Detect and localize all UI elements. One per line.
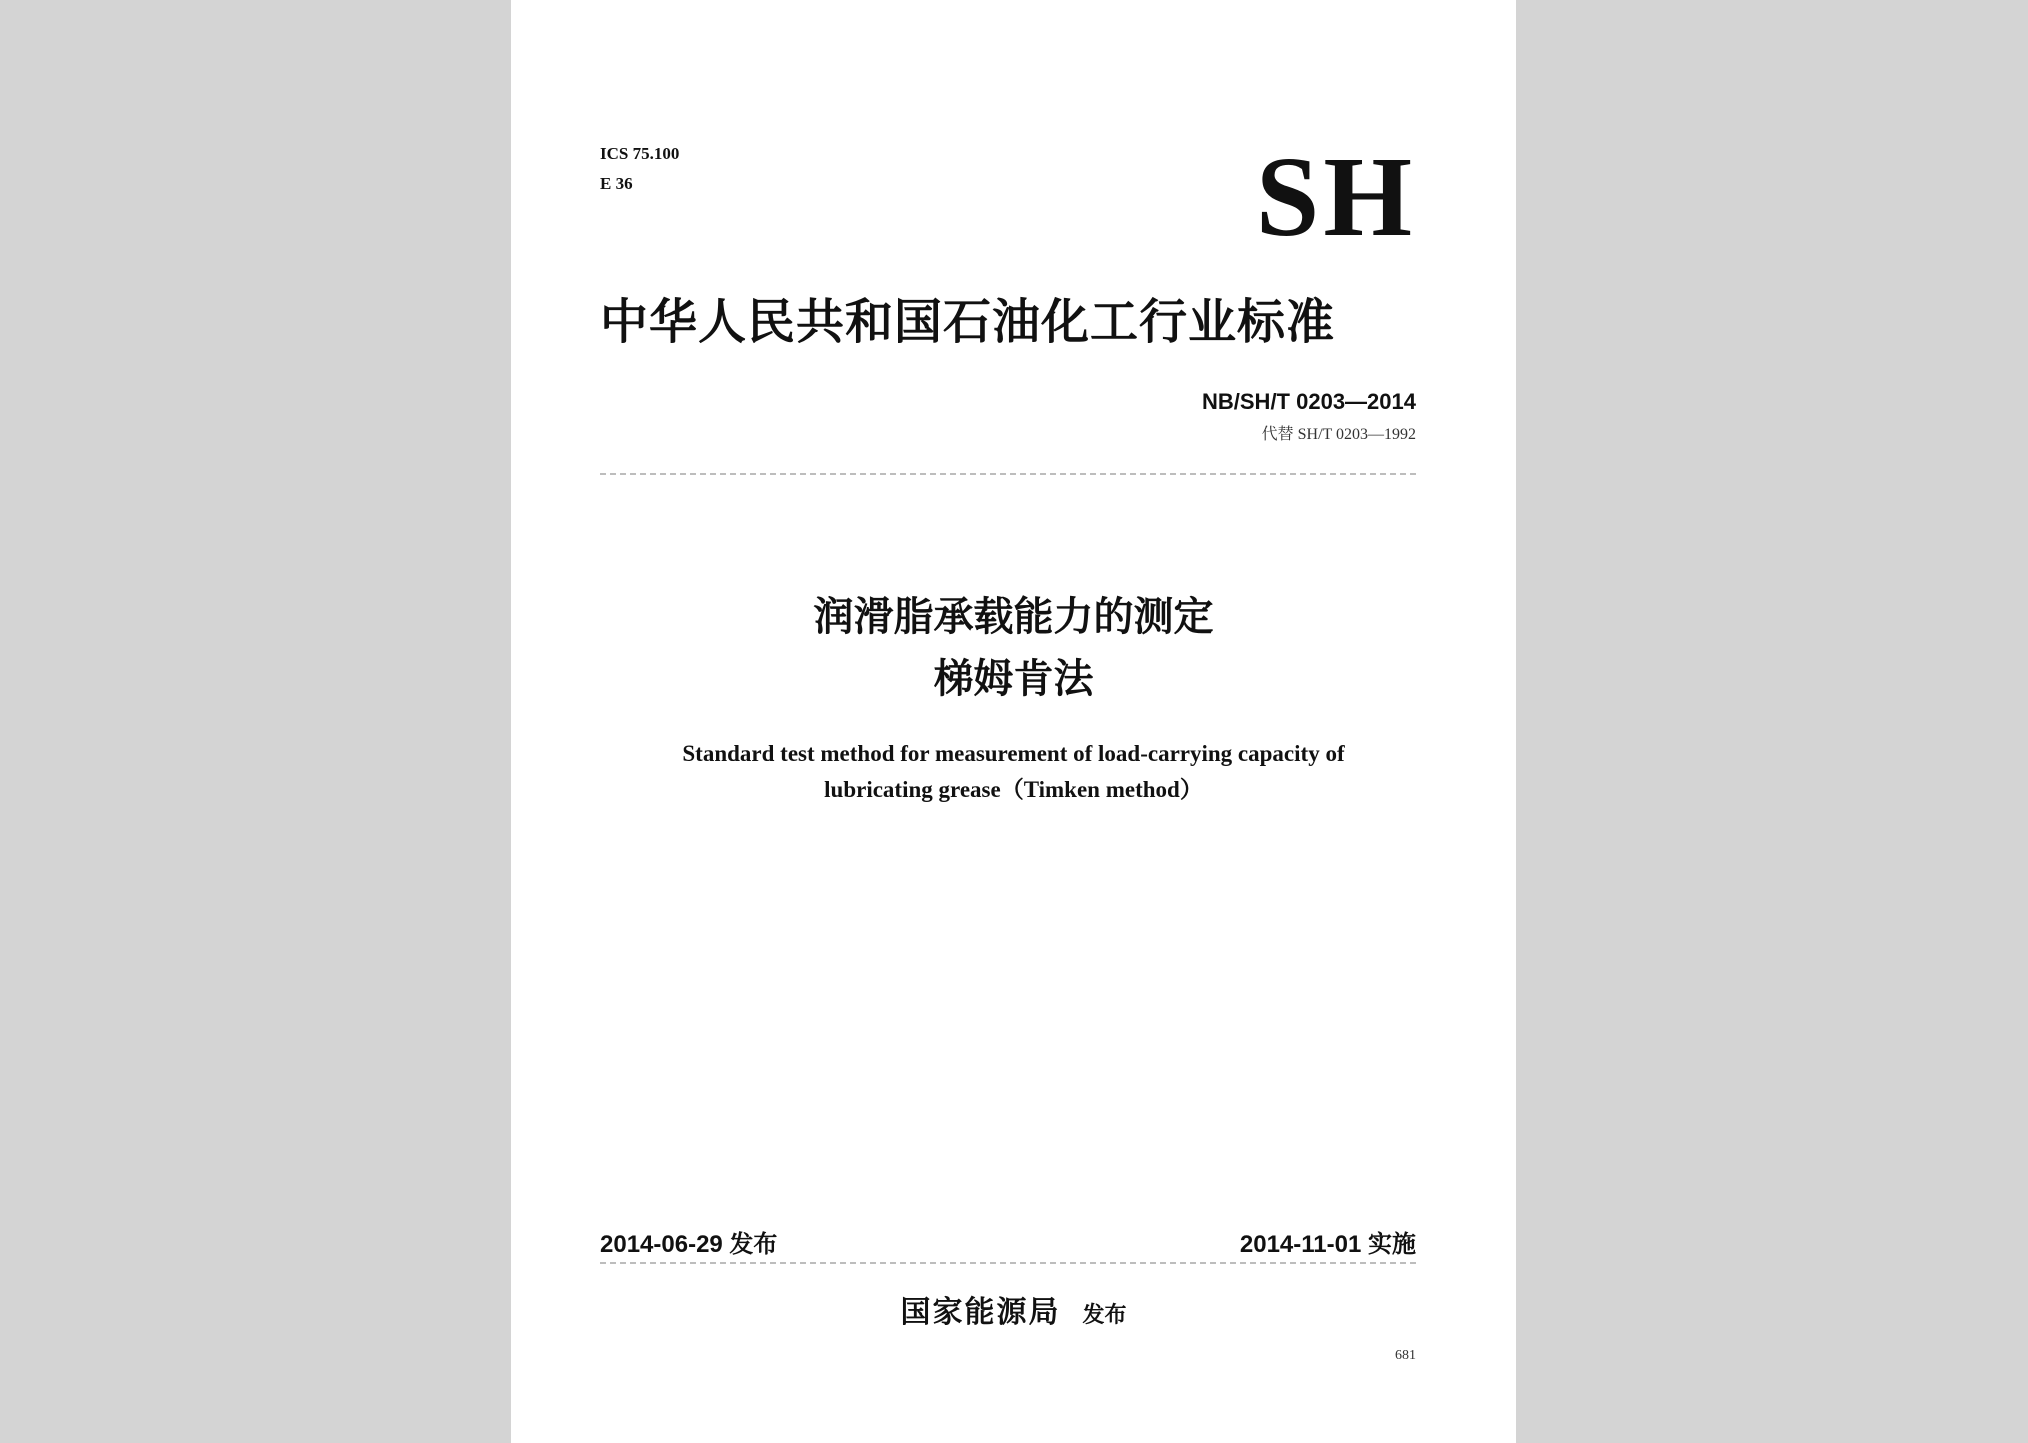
sh-logo: SH bbox=[1255, 133, 1416, 260]
replaces-standard: 代替 SH/T 0203—1992 bbox=[1261, 426, 1416, 443]
page-number: 681 bbox=[1395, 1348, 1416, 1363]
top-divider bbox=[600, 473, 1416, 475]
chinese-title-line-2: 梯姆肯法 bbox=[933, 656, 1094, 702]
bottom-divider bbox=[600, 1262, 1416, 1264]
publisher-name: 国家能源局 bbox=[900, 1295, 1061, 1330]
published-label: 发布 bbox=[1082, 1303, 1127, 1328]
english-title-line-2: lubricating grease（Timken method） bbox=[824, 777, 1203, 802]
document-page bbox=[511, 0, 1516, 1443]
standard-number: NB/SH/T 0203—2014 bbox=[1202, 389, 1416, 414]
implementation-date: 2014-11-01 实施 bbox=[1239, 1231, 1416, 1258]
issue-date: 2014-06-29 发布 bbox=[600, 1231, 778, 1258]
ccs-code: E 36 bbox=[600, 174, 633, 193]
ics-code: ICS 75.100 bbox=[600, 144, 680, 163]
english-title-line-1: Standard test method for measurement of load-carrying capacity of bbox=[682, 741, 1345, 766]
classification-codes bbox=[600, 139, 679, 199]
english-title bbox=[511, 736, 1516, 808]
chinese-title-line-1: 润滑脂承载能力的测定 bbox=[813, 594, 1214, 640]
industry-standard-title: 中华人民共和国石油化工行业标准 bbox=[600, 294, 1336, 350]
chinese-title bbox=[511, 586, 1516, 710]
publisher-line bbox=[511, 1289, 1516, 1340]
